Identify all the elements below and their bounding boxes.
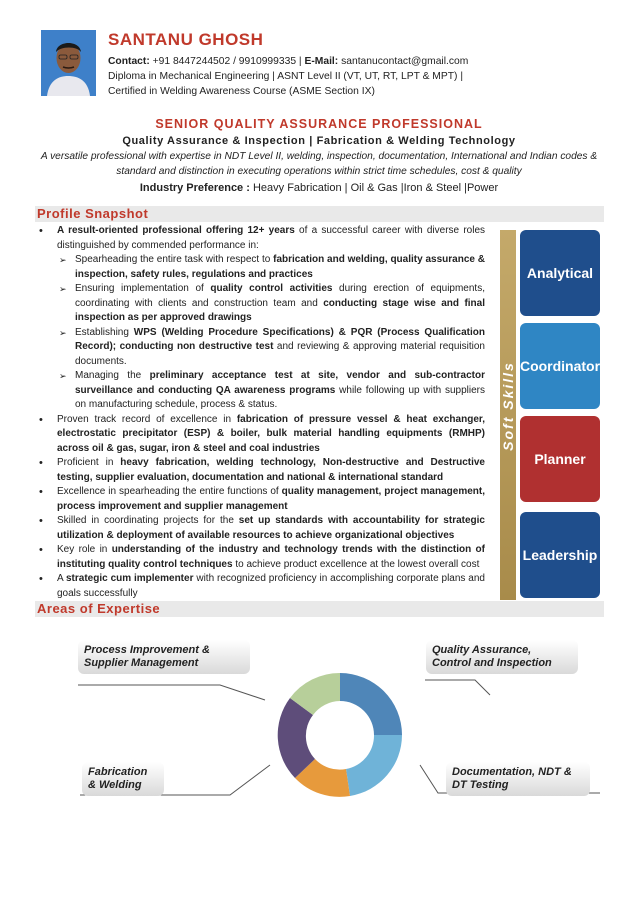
profile-photo (41, 30, 96, 96)
contact-label: Contact: (108, 56, 150, 67)
skill-coordinator: Coordinator (520, 323, 600, 409)
soft-skills-label: Soft Skills (500, 361, 516, 451)
list-item: • A result-oriented professional offering 12+ years of a successful career with diverse roles distinguished by commended performance in: ➢ Spearheading the entire task with respect to fabrication and welding, quality assurance & inspection, safety rules, regulations and practices ➢ Ensuring implementation of quality control activities during erection of equipments, coordinating with clients and construction team and conducting stage wise and final inspection as per approved drawings ➢ Establishing WPS (Welding Procedure Specifications) & PQR (Process Qualification Record); conducting non destructive test and reviewing & approving material requisition documents. ➢ Managing the preliminary acceptance test at site, vendor and sub-contractor surveillance and conducting QA awareness programs while following up with suppliers on manufacturing schedule, process & status. (35, 224, 485, 413)
list-item: • Proficient in heavy fabrication, welding technology, Non-destructive and Destructive testing, supplier evaluation, documentation and national & international standard (35, 456, 485, 485)
expertise-fabrication-welding: Fabrication & Welding (82, 762, 164, 796)
tagline: A versatile professional with expertise in NDT Level II, welding, inspection, documentation, International and Indian codes & standard and distinction in executing operations within strict time schedules, cost & quality (40, 151, 598, 177)
list-item: • Proven track record of excellence in fabrication of pressure vessel & heat exchanger, electrostatic precipitator (ESP) & boiler, bulk material handling equipments (RMHP) across oil & gas, sugar, iron & steel and coal industries (35, 413, 485, 457)
connector-line (78, 685, 265, 700)
sub-list-item: ➢ Establishing WPS (Welding Procedure Specifications) & PQR (Process Qualification Record); conducting non destructive test and reviewing & approving material requisition documents. (57, 326, 485, 370)
donut-segment (340, 673, 402, 735)
section-areas-of-expertise: Areas of Expertise (35, 601, 604, 617)
skill-leadership: Leadership (520, 512, 600, 598)
candidate-name: SANTANU GHOSH (108, 30, 264, 49)
list-item: • Key role in understanding of the industry and technology trends with the distinction of instituting quality control techniques to achieve product excellence at the lowest overall cost (35, 543, 485, 572)
donut-segment (346, 735, 402, 796)
section-profile-snapshot: Profile Snapshot (35, 206, 604, 222)
connector-line (425, 680, 490, 695)
industry-label: Industry Preference : (139, 182, 250, 194)
expertise-documentation-ndt: Documentation, NDT & DT Testing (446, 762, 590, 796)
expertise-process-improvement: Process Improvement & Supplier Management (78, 640, 250, 674)
sub-list-item: ➢ Ensuring implementation of quality control activities during erection of equipments, coordinating with clients and construction team and conducting stage wise and final inspection as per approved drawings (57, 282, 485, 326)
email-label: E-Mail: (304, 56, 339, 67)
skill-analytical: Analytical (520, 230, 600, 316)
expertise-quality-assurance: Quality Assurance, Control and Inspection (426, 640, 578, 674)
skill-planner: Planner (520, 416, 600, 502)
certification-line: Certified in Welding Awareness Course (ASME Section IX) (108, 86, 375, 97)
role-subtitle: Quality Assurance & Inspection | Fabrication & Welding Technology (122, 135, 516, 147)
list-item: • Skilled in coordinating projects for the set up standards with accountability for strategic utilization & deployment of available resources to achieve organizational objectives (35, 514, 485, 543)
profile-list (35, 224, 485, 601)
role-title: SENIOR QUALITY ASSURANCE PROFESSIONAL (155, 117, 483, 131)
list-item: • A strategic cum implementer with recognized proficiency in accomplishing corporate plans and goals successfully (35, 572, 485, 601)
industry-value: Heavy Fabrication | Oil & Gas |Iron & Steel |Power (249, 182, 499, 194)
sub-list-item: ➢ Spearheading the entire task with respect to fabrication and welding, quality assurance & inspection, safety rules, regulations and practices (57, 253, 485, 282)
sub-list-item: ➢ Managing the preliminary acceptance test at site, vendor and sub-contractor surveillance and conducting QA awareness programs while following up with suppliers on manufacturing schedule, process & status. (57, 369, 485, 413)
list-item: • Excellence in spearheading the entire functions of quality management, project management, process improvement and supplier management (35, 485, 485, 514)
industry-preference (0, 182, 638, 194)
contact-block (108, 54, 528, 99)
email-address[interactable]: santanucontact@gmail.com (338, 56, 469, 67)
soft-skills-strip (500, 230, 516, 600)
qualification-line: Diploma in Mechanical Engineering | ASNT Level II (VT, UT, RT, LPT & MPT) | (108, 71, 464, 82)
contact-phones: +91 8447244502 / 9910999335 | (149, 56, 305, 67)
sub-list (57, 253, 485, 413)
